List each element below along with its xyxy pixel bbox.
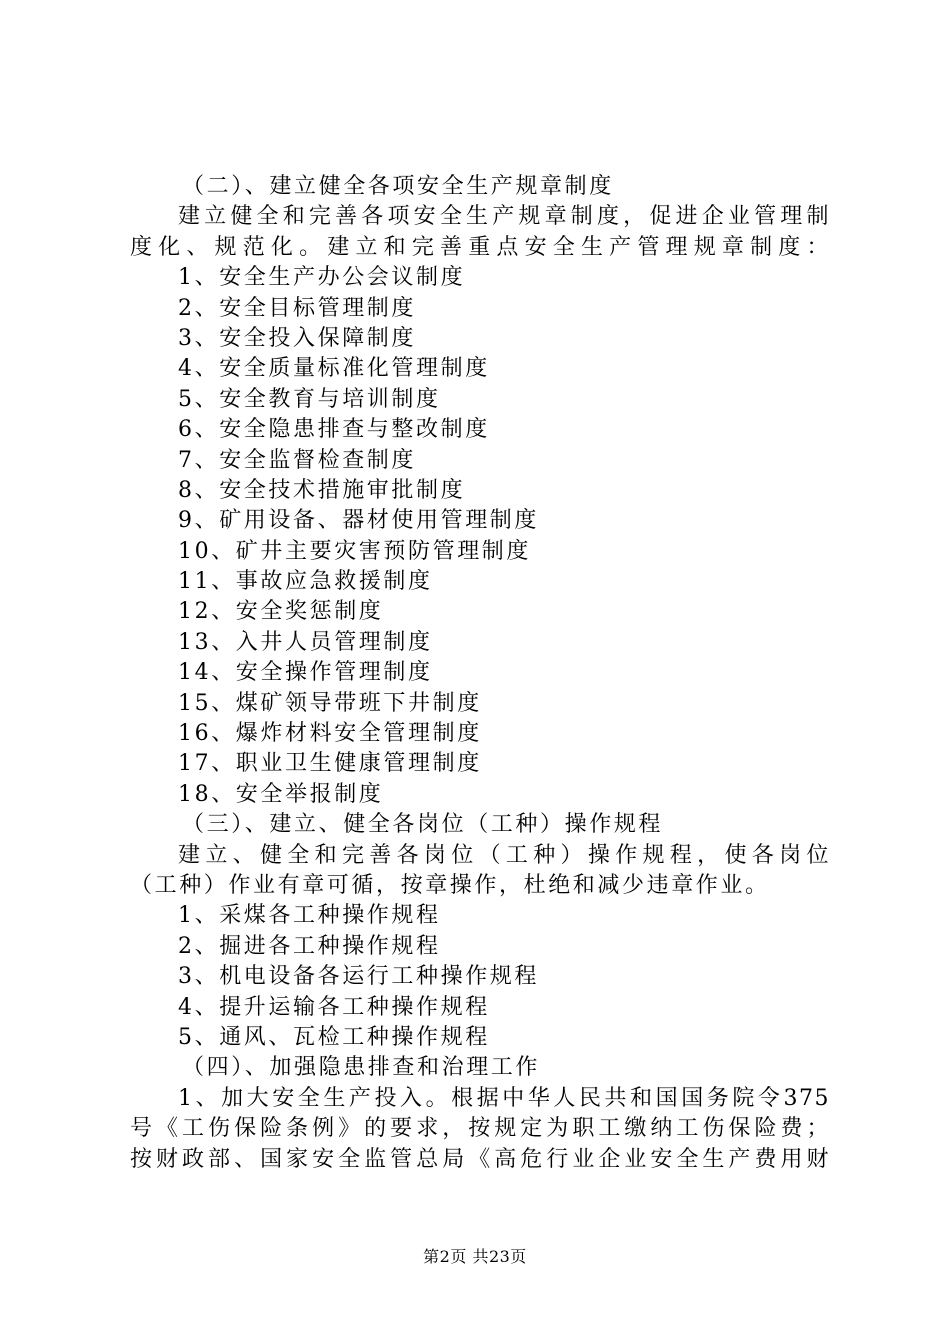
list-item: 1、采煤各工种操作规程 [178,903,441,929]
list-item: 5、安全教育与培训制度 [178,386,441,412]
list-item: 8、安全技术措施审批制度 [178,477,466,503]
list-item: 15、煤矿领导带班下井制度 [178,690,482,716]
list-item: 2、安全目标管理制度 [178,295,416,321]
list-item: 6、安全隐患排查与整改制度 [178,417,490,443]
list-item: 2、掘进各工种操作规程 [178,933,441,959]
list-item: 5、通风、瓦检工种操作规程 [178,1024,490,1050]
section-heading: （三）、建立、健全各岗位（工种）操作规程 [182,812,664,838]
list-item: 10、矿井主要灾害预防管理制度 [178,538,531,564]
paragraph-line: 建立、健全和完善各岗位（工种）操作规程，使各岗位 [178,842,830,868]
section-heading: （二）、建立健全各项安全生产规章制度 [182,174,614,199]
list-item: 14、安全操作管理制度 [178,660,433,686]
list-item: 3、安全投入保障制度 [178,325,416,351]
list-item: 7、安全监督检查制度 [178,447,416,473]
list-item: 17、职业卫生健康管理制度 [178,751,482,777]
list-item: 16、爆炸材料安全管理制度 [178,721,482,747]
list-item: 11、事故应急救援制度 [178,569,433,595]
list-item: 4、提升运输各工种操作规程 [178,994,490,1020]
list-item: 12、安全奖惩制度 [178,599,384,625]
list-item: 1、安全生产办公会议制度 [178,265,466,291]
paragraph-line: 建立健全和完善各项安全生产规章制度，促进企业管理制 [178,204,830,230]
paragraph-line: 度化、规范化。建立和完善重点安全生产管理规章制度： [130,234,830,260]
list-item: 13、入井人员管理制度 [178,629,433,655]
list-item: 9、矿用设备、器材使用管理制度 [178,508,539,534]
paragraph-line: 按财政部、国家安全监管总局《高危行业企业安全生产费用财 [130,1146,830,1172]
paragraph-line: 1、加大安全生产投入。根据中华人民共和国国务院令375 [178,1085,830,1111]
list-item: 18、安全举报制度 [178,781,384,807]
paragraph-line: 号《工伤保险条例》的要求，按规定为职工缴纳工伤保险费； [130,1116,830,1142]
section-heading: （四）、加强隐患排查和治理工作 [182,1055,541,1081]
list-item: 3、机电设备各运行工种操作规程 [178,964,539,990]
page-footer: 第2页 共23页 [423,1247,527,1266]
paragraph-line: （工种）作业有章可循，按章操作，杜绝和减少违章作业。 [130,872,770,898]
document-body [130,172,830,1175]
list-item: 4、安全质量标准化管理制度 [178,356,490,382]
